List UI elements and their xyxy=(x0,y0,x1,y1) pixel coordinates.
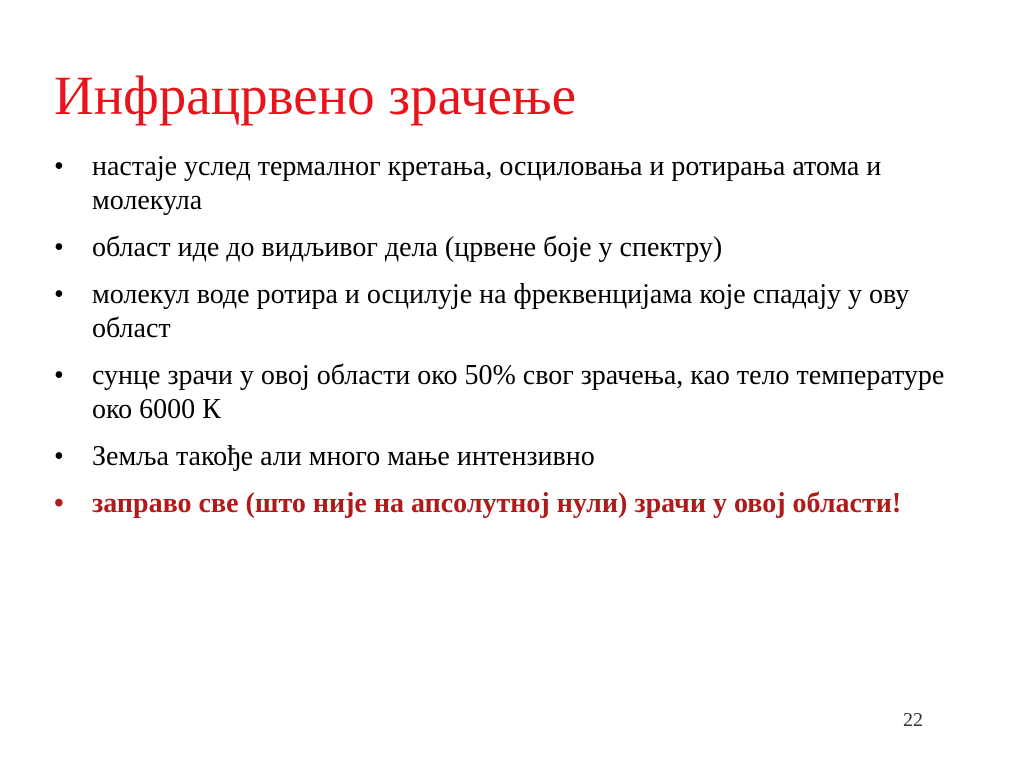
bullet-marker: • xyxy=(54,488,64,519)
bullet-item xyxy=(54,440,954,474)
bullet-list xyxy=(54,150,954,534)
bullet-item xyxy=(54,278,954,346)
bullet-marker: • xyxy=(54,360,64,391)
bullet-text: област иде до видљивог дела (црвене боје у спектру) xyxy=(92,232,723,263)
bullet-text: Земља такође али много мање интензивно xyxy=(92,441,595,472)
bullet-text: молекул воде ротира и осцилује на фреквенцијама које спадају у ову област xyxy=(92,279,910,344)
bullet-marker: • xyxy=(54,441,64,472)
bullet-item xyxy=(54,231,954,265)
bullet-text: заправо све (што није на апсолутној нули) зрачи у овој области! xyxy=(92,488,902,519)
bullet-item xyxy=(54,359,954,427)
bullet-text: сунце зрачи у овој области око 50% свог зрачења, као тело температуре око 6000 К xyxy=(92,360,945,425)
bullet-marker: • xyxy=(54,232,64,263)
bullet-text: настаје услед термалног кретања, осциловања и ротирања атома и молекула xyxy=(92,151,882,216)
bullet-item-emphasized xyxy=(54,487,954,521)
bullet-marker: • xyxy=(54,279,64,310)
bullet-item xyxy=(54,150,954,218)
page-number: 22 xyxy=(903,709,923,731)
bullet-marker: • xyxy=(54,151,64,182)
slide-title: Инфрацрвено зрачење xyxy=(54,65,577,126)
